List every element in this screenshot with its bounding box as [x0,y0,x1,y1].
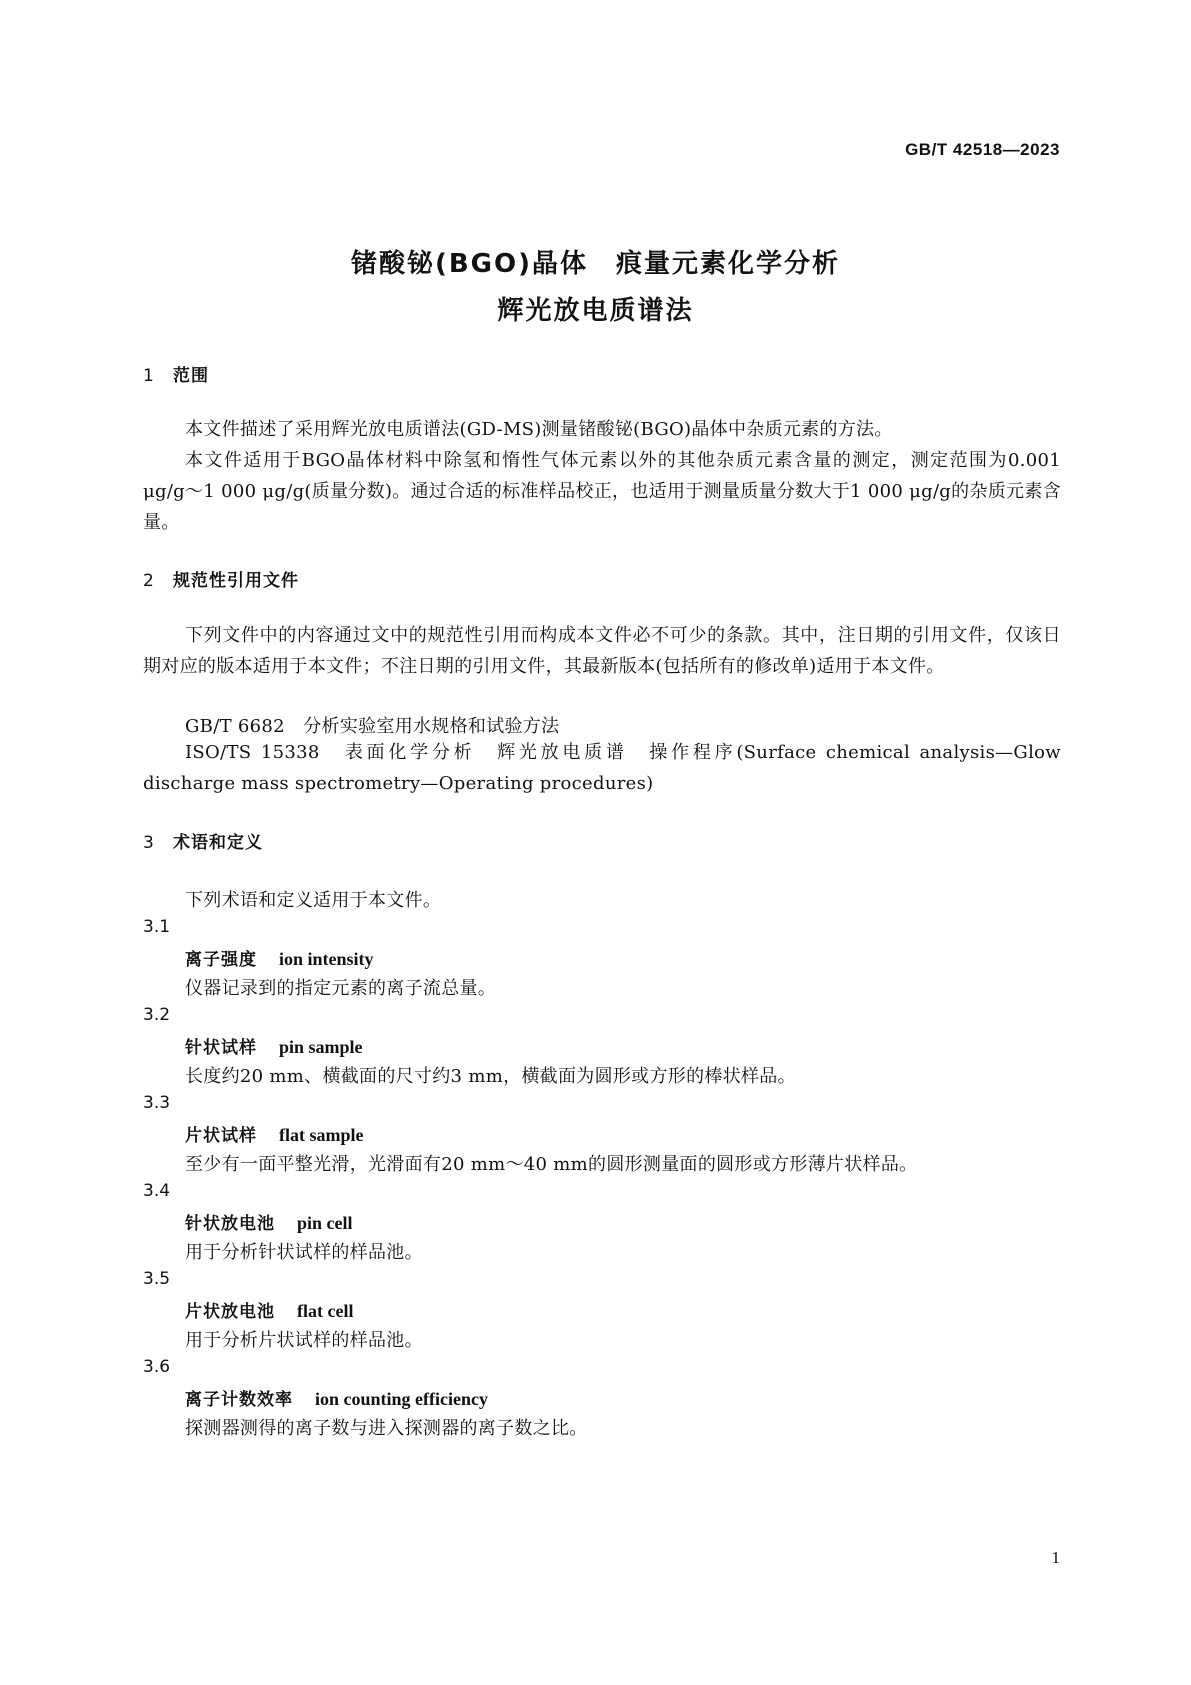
term-zh: 针状试样 [185,1038,257,1058]
term-definition: 用于分析片状试样的样品池。 [185,1330,423,1351]
term-number: 3.6 [143,1357,171,1377]
term-definition: 用于分析针状试样的样品池。 [185,1242,423,1263]
standard-code: GB/T 42518—2023 [905,140,1060,159]
term-heading [185,945,374,970]
term-number: 3.5 [143,1269,171,1289]
paragraph: 下列文件中的内容通过文中的规范性引用而构成本文件必不可少的条款。其中，注日期的引用文件，仅该日期对应的版本适用于本文件；不注日期的引用文件，其最新版本(包括所有的修改单)适用于本文件。 [143,625,1061,677]
document-title-line-1: 锗酸铋(BGO)晶体 痕量元素化学分析 [350,249,841,279]
term-heading [185,1385,488,1410]
term-en: flat sample [279,1125,364,1145]
term-en: ion intensity [279,949,374,969]
term-zh: 离子强度 [185,950,257,970]
term-heading [185,1209,353,1234]
section-heading-normative-references [143,566,299,591]
section-heading-terms-and-definitions [143,828,263,853]
paragraph: 本文件描述了采用辉光放电质谱法(GD-MS)测量锗酸铋(BGO)晶体中杂质元素的方法。 [185,419,893,440]
term-definition: 至少有一面平整光滑，光滑面有20 mm～40 mm的圆形测量面的圆形或方形薄片状样品。 [185,1154,918,1175]
term-number: 3.2 [143,1005,171,1025]
paragraph: 本文件适用于BGO晶体材料中除氢和惰性气体元素以外的其他杂质元素含量的测定，测定范围为0.001 μg/g～1 000 μg/g(质量分数)。通过合适的标准样品校正，也适用于测量质量分数大于1 000 μg/g的杂质元素含量。 [143,450,1061,533]
term-definition: 探测器测得的离子数与进入探测器的离子数之比。 [185,1418,588,1439]
section-number: 2 [143,571,155,591]
section-title: 术语和定义 [173,833,263,853]
term-en: pin cell [297,1213,353,1233]
document-title-line-2: 辉光放电质谱法 [497,296,694,326]
term-number: 3.3 [143,1093,171,1113]
term-number: 3.1 [143,917,171,937]
term-zh: 针状放电池 [185,1214,275,1234]
term-zh: 离子计数效率 [185,1390,293,1410]
term-definition: 仪器记录到的指定元素的离子流总量。 [185,978,497,999]
reference-item: GB/T 6682 分析实验室用水规格和试验方法 [185,716,560,737]
term-zh: 片状放电池 [185,1302,275,1322]
term-zh: 片状试样 [185,1126,257,1146]
term-heading [185,1297,353,1322]
reference-item: ISO/TS 15338 表面化学分析 辉光放电质谱 操作程序(Surface chemical analysis—Glow discharge mass spectrometry—Operating procedures) [143,742,1061,794]
term-definition: 长度约20 mm、横截面的尺寸约3 mm，横截面为圆形或方形的棒状样品。 [185,1066,796,1087]
term-en: flat cell [297,1301,354,1321]
section-number: 3 [143,833,155,853]
section-intro: 下列术语和定义适用于本文件。 [185,890,442,911]
term-heading [185,1033,363,1058]
section-heading-scope [143,361,209,386]
term-heading [185,1121,364,1146]
term-en: pin sample [279,1037,363,1057]
term-en: ion counting efficiency [315,1389,488,1409]
term-number: 3.4 [143,1181,171,1201]
page-number: 1 [1051,1548,1060,1567]
section-title: 范围 [173,366,209,386]
section-title: 规范性引用文件 [173,571,299,591]
section-number: 1 [143,366,155,386]
